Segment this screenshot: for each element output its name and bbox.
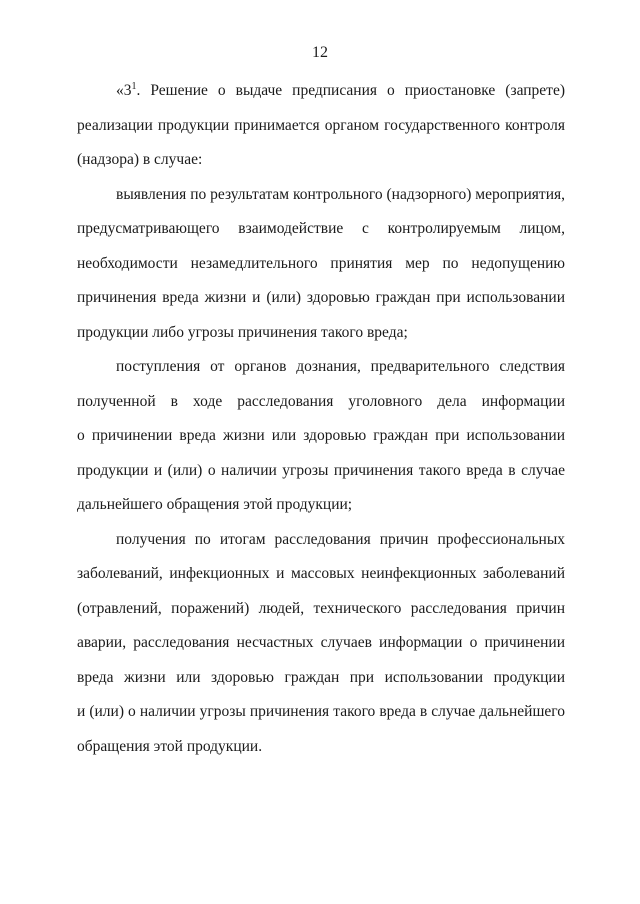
text-line: аварии, расследования несчастных случаев информации о причинении (77, 634, 565, 651)
text-line: дальнейшего обращения этой продукции; (77, 496, 353, 513)
text-line: получения по итогам расследования причин профессиональных (116, 531, 565, 548)
text-line: (отравлений, поражений) людей, технического расследования причин (77, 600, 565, 617)
text-line: реализации продукции принимается органом государственного контроля (77, 117, 565, 134)
section-number: «3 (116, 82, 132, 99)
text-line: продукции либо угрозы причинения такого вреда; (77, 324, 408, 341)
text-line: обращения этой продукции. (77, 738, 263, 755)
text-line: о причинении вреда жизни или здоровью граждан при использовании (77, 427, 565, 444)
text-line: выявления по результатам контрольного (надзорного) мероприятия, (116, 186, 565, 203)
text-line: (надзора) в случае: (77, 151, 203, 168)
text-line: необходимости незамедлительного принятия мер по недопущению (77, 255, 565, 272)
text-line: и (или) о наличии угрозы причинения такого вреда в случае дальнейшего (77, 703, 565, 720)
section-number-superscript: 1 (131, 81, 137, 92)
text-line: причинения вреда жизни и (или) здоровью граждан при использовании (77, 289, 565, 306)
text-line: вреда жизни или здоровью граждан при использовании продукции (77, 669, 565, 686)
section-heading-line (116, 82, 565, 102)
text-line: предусматривающего взаимодействие с контролируемым лицом, (77, 220, 565, 237)
text-line: поступления от органов дознания, предварительного следствия (116, 358, 565, 375)
section-heading-text: . Решение о выдаче предписания о приостановке (запрете) (136, 82, 565, 99)
text-line: полученной в ходе расследования уголовного дела информации (77, 393, 565, 410)
text-line: продукции и (или) о наличии угрозы причинения такого вреда в случае (77, 462, 565, 479)
page-number: 12 (312, 44, 328, 61)
text-line: заболеваний, инфекционных и массовых неинфекционных заболеваний (77, 565, 565, 582)
